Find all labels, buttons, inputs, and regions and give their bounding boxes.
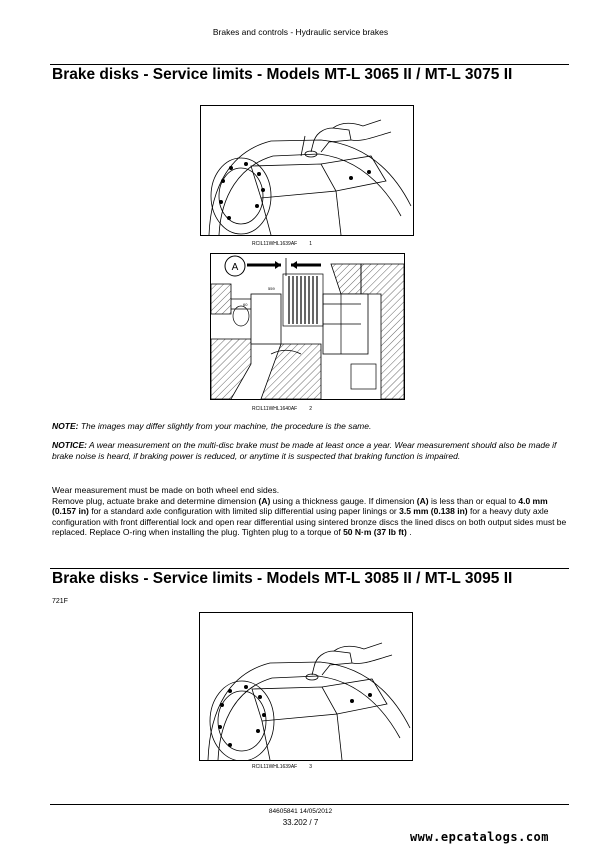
model-code: 721F [52,598,68,605]
note-text: The images may differ slightly from your machine, the procedure is the same. [78,421,372,431]
axle-photo-illustration [201,106,413,235]
brake-cross-section-diagram [211,254,404,399]
footer-doc-id: 84605841 14/05/2012 [268,808,333,815]
figure-number: 1 [309,241,312,247]
text-run: using a thickness gauge. If dimension [270,495,417,506]
running-header: Brakes and controls - Hydraulic service brakes [212,27,389,37]
callout-a: A [231,262,239,273]
figure-caption [252,406,312,412]
procedure-text [52,485,570,538]
procedure-body [52,496,570,538]
figure-code: RCIL11WHL1639AF [252,764,298,770]
figure-cross-section [210,253,405,400]
limit-value: 4.0 mm (0.157 in) [52,495,548,517]
diagram-label: 559 [268,286,275,291]
footer-page-number: 33.202 / 7 [282,818,319,827]
figure-code: RCIL11WHL1639AF [252,241,298,247]
text-run: is less than or equal to [428,495,519,506]
figure-number: 2 [309,406,312,412]
torque-value: 50 N·m (37 lb ft) [343,527,407,538]
dimension-a: (A) [416,495,429,506]
axle-photo-illustration [200,613,412,760]
section-heading: Brake disks - Service limits - Models MT-L 3085 II / MT-L 3095 II [52,570,513,587]
figure-photo-axle [199,612,413,761]
note-label: NOTE: [52,421,79,431]
text-run: . [406,527,412,538]
section-rule [50,568,569,569]
dimension-a: (A) [258,495,271,506]
note-paragraph [52,421,570,432]
section-heading: Brake disks - Service limits - Models MT-L 3065 II / MT-L 3075 II [52,66,513,83]
footer-rule [50,804,569,805]
watermark: www.epcatalogs.com [409,830,549,844]
figure-code: RCIL11WHL1640AF [252,406,298,412]
section-rule [50,64,569,65]
limit-value: 3.5 mm (0.138 in) [399,506,468,517]
figure-photo-axle [200,105,414,236]
notice-text: A wear measurement on the multi-disc brake must be made at least once a year. Wear measurement should also be made if brake noise is heard, if braking power is reduced, or anytime it is suspected that braking function is impaired. [52,440,557,461]
notice-paragraph [52,440,570,461]
figure-number: 3 [309,764,312,770]
diagram-label: 60 [243,302,248,307]
notice-label: NOTICE: [52,440,87,450]
text-run: Remove plug, actuate brake and determine dimension [52,495,259,506]
figure-caption [252,241,312,247]
procedure-intro: Wear measurement must be made on both wheel end sides. [52,485,280,495]
text-run: for a heavy duty axle configuration with front differential lock and open rear differential using sintered bronze discs the lined discs on both output sides must be replaced. Replace O-ring when installing the plug. Tighten plug to a torque of [52,506,567,538]
figure-caption [252,764,312,770]
text-run: for a standard axle configuration with limited slip differential using paper linings or [88,506,400,517]
